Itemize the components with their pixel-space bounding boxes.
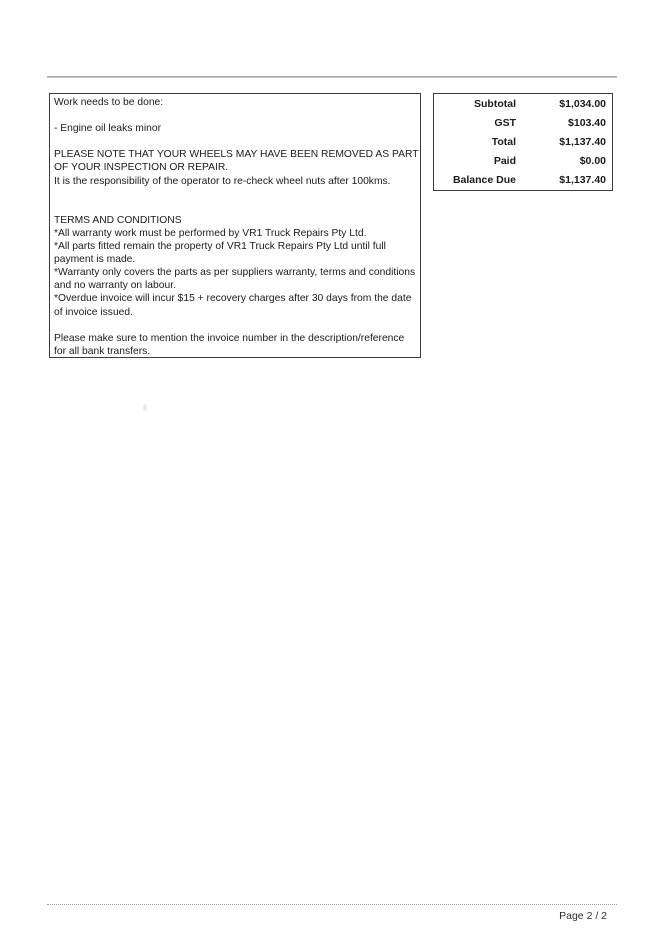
balance-due-label: Balance Due: [452, 174, 516, 187]
total-label: Total: [491, 136, 516, 148]
gst-value: $103.40: [568, 116, 606, 129]
balance-due-row: [434, 171, 612, 190]
header-rule: [47, 76, 617, 78]
work-note-line: PLEASE NOTE THAT YOUR WHEELS MAY HAVE BEEN REMOVED AS PART: [54, 149, 419, 161]
work-note-line: [54, 201, 416, 214]
bank-transfer-note-line: Please make sure to mention the invoice number in the description/reference: [54, 332, 405, 344]
terms-heading: TERMS AND CONDITIONS: [54, 214, 182, 226]
work-note-line: [54, 109, 416, 122]
work-note-line: [54, 188, 416, 201]
scan-artifact: [143, 404, 147, 411]
paid-value: $0.00: [579, 155, 606, 168]
terms-line: *All warranty work must be performed by VR1 Truck Repairs Pty Ltd.: [54, 227, 367, 239]
work-note-line: [54, 135, 416, 148]
work-notes-box: [49, 93, 421, 358]
gst-label: GST: [494, 116, 516, 129]
total-value: $1,137.40: [559, 136, 606, 148]
footer-rule: [47, 904, 617, 905]
terms-line: of invoice issued.: [54, 306, 133, 318]
balance-due-value: $1,137.40: [559, 174, 606, 187]
work-note-line: It is the responsibility of the operator to re-check wheel nuts after 100kms.: [54, 175, 391, 187]
terms-line: *All parts fitted remain the property of VR1 Truck Repairs Pty Ltd until full: [54, 241, 386, 253]
work-note-line: - Engine oil leaks minor: [54, 123, 162, 135]
paid-label: Paid: [493, 155, 516, 168]
total-row: [434, 132, 612, 151]
bank-transfer-note-line: for all bank transfers.: [54, 345, 151, 357]
terms-line: payment is made.: [54, 254, 136, 266]
subtotal-row: [434, 94, 612, 113]
terms-line: *Overdue invoice will incur $15 + recovery charges after 30 days from the date: [54, 293, 412, 305]
totals-summary-box: [433, 93, 613, 191]
gst-row: [434, 113, 612, 132]
terms-line: and no warranty on labour.: [54, 280, 176, 292]
work-note-line: OF YOUR INSPECTION OR REPAIR.: [54, 162, 229, 174]
subtotal-value: $1,034.00: [559, 97, 606, 110]
terms-line: *Warranty only covers the parts as per suppliers warranty, terms and conditions: [54, 267, 416, 279]
subtotal-label: Subtotal: [474, 97, 516, 110]
work-note-line: Work needs to be done:: [54, 97, 164, 108]
page-number: Page 2 / 2: [559, 910, 607, 922]
terms-line: [54, 319, 416, 332]
paid-row: [434, 152, 612, 171]
